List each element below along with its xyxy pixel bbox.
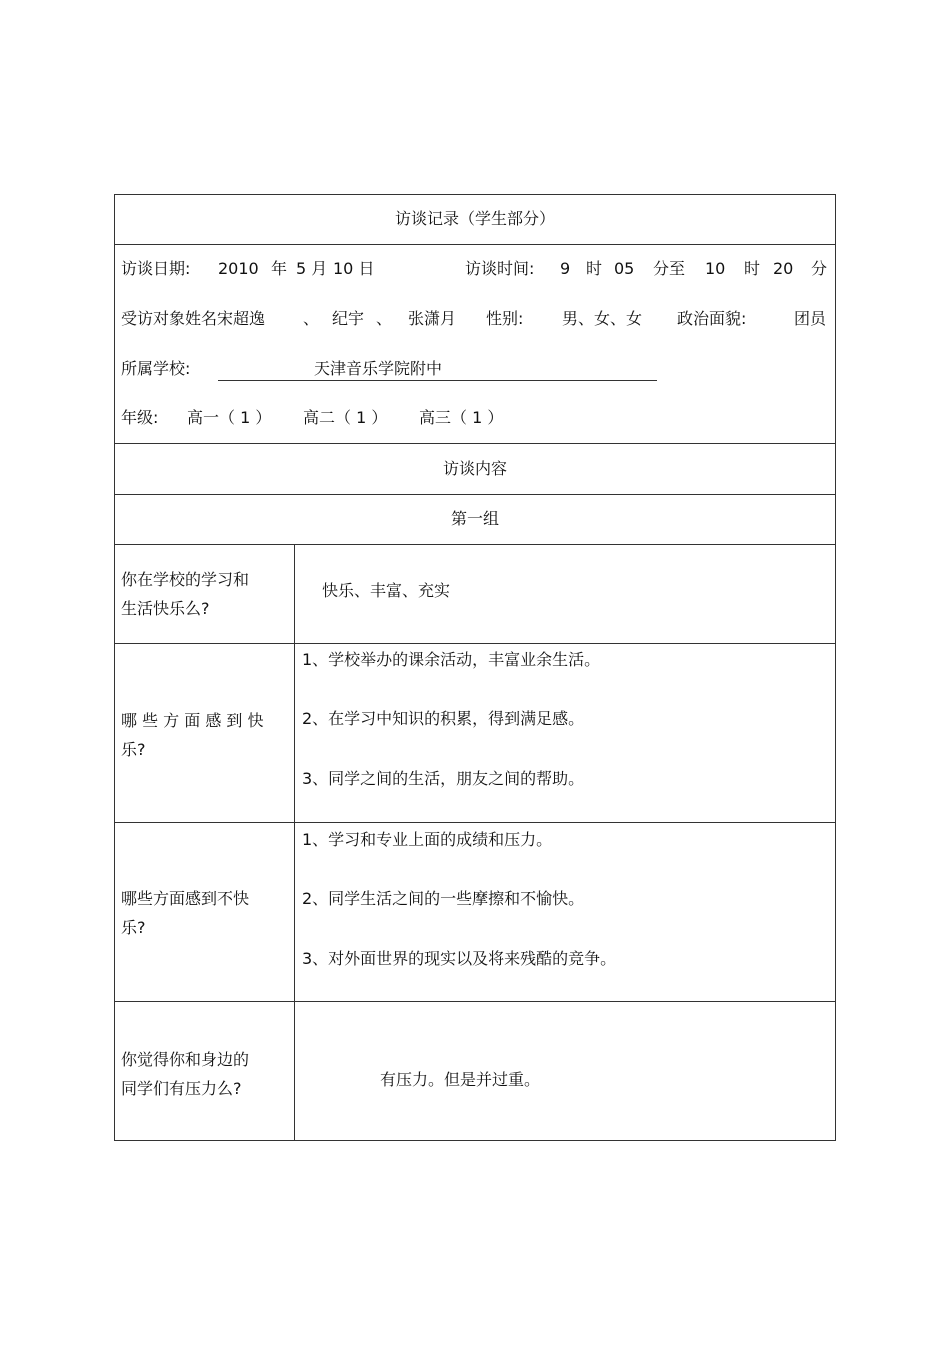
gender-value: 男、女、女	[562, 309, 643, 328]
row-divider	[114, 443, 836, 444]
subject-label: 受访对象姓名宋超逸	[121, 309, 266, 328]
question-line: 乐?	[121, 918, 146, 937]
answer-line: 2、同学生活之间的一些摩擦和不愉快。	[302, 889, 585, 908]
hour-unit: 时	[586, 259, 603, 278]
row-divider	[114, 1001, 836, 1002]
date-year-unit: 年	[271, 259, 288, 278]
answer-line: 3、同学之间的生活，朋友之间的帮助。	[302, 769, 585, 788]
answer-line: 快乐、丰富、充实	[322, 581, 451, 600]
answer-line: 2、在学习中知识的积累，得到满足感。	[302, 709, 585, 728]
row-divider	[114, 494, 836, 495]
time-label: 访谈时间:	[465, 259, 535, 278]
subject-name: 纪宇	[332, 309, 365, 328]
political-label: 政治面貌:	[677, 309, 747, 328]
school-underline	[218, 380, 657, 381]
separator: 、	[303, 309, 320, 328]
grade-three: 高三（ 1 ）	[419, 408, 504, 427]
answer-line: 3、对外面世界的现实以及将来残酷的竞争。	[302, 949, 617, 968]
question-line: 乐?	[121, 740, 146, 759]
start-minute: 05	[614, 259, 635, 278]
question-line: 哪些方面感到不快	[121, 889, 250, 908]
row-divider	[114, 544, 836, 545]
political-value: 团员	[794, 309, 827, 328]
date-label: 访谈日期:	[121, 259, 191, 278]
grade-two: 高二（ 1 ）	[303, 408, 388, 427]
answer-line: 有压力。但是并过重。	[380, 1070, 541, 1089]
school-label: 所属学校:	[121, 359, 191, 378]
date-month: 5 月	[296, 259, 328, 278]
minute-to: 分至	[653, 259, 686, 278]
row-divider	[114, 822, 836, 823]
separator: 、	[376, 309, 393, 328]
date-day: 10 日	[333, 259, 375, 278]
table-title: 访谈记录（学生部分）	[394, 209, 555, 228]
group-header: 第一组	[450, 509, 499, 528]
end-hour: 10	[705, 259, 726, 278]
school-value: 天津音乐学院附中	[314, 359, 443, 378]
question-line: 同学们有压力么?	[121, 1079, 242, 1098]
grade-label: 年级:	[121, 408, 159, 427]
question-line: 你在学校的学习和	[121, 570, 250, 589]
answer-line: 1、学校举办的课余活动，丰富业余生活。	[302, 650, 601, 669]
row-divider	[114, 643, 836, 644]
column-divider	[294, 544, 295, 1141]
end-minute: 20	[773, 259, 794, 278]
hour-unit: 时	[744, 259, 761, 278]
row-divider	[114, 244, 836, 245]
date-year: 2010	[218, 259, 259, 278]
subject-name: 张潇月	[408, 309, 457, 328]
grade-one: 高一（ 1 ）	[187, 408, 272, 427]
gender-label: 性别:	[486, 309, 524, 328]
question-line: 你觉得你和身边的	[121, 1050, 250, 1069]
content-header: 访谈内容	[442, 459, 507, 478]
minute-unit: 分	[811, 259, 828, 278]
answer-line: 1、学习和专业上面的成绩和压力。	[302, 830, 553, 849]
question-line: 哪 些 方 面 感 到 快	[121, 711, 264, 730]
question-line: 生活快乐么?	[121, 599, 210, 618]
start-hour: 9	[560, 259, 571, 278]
